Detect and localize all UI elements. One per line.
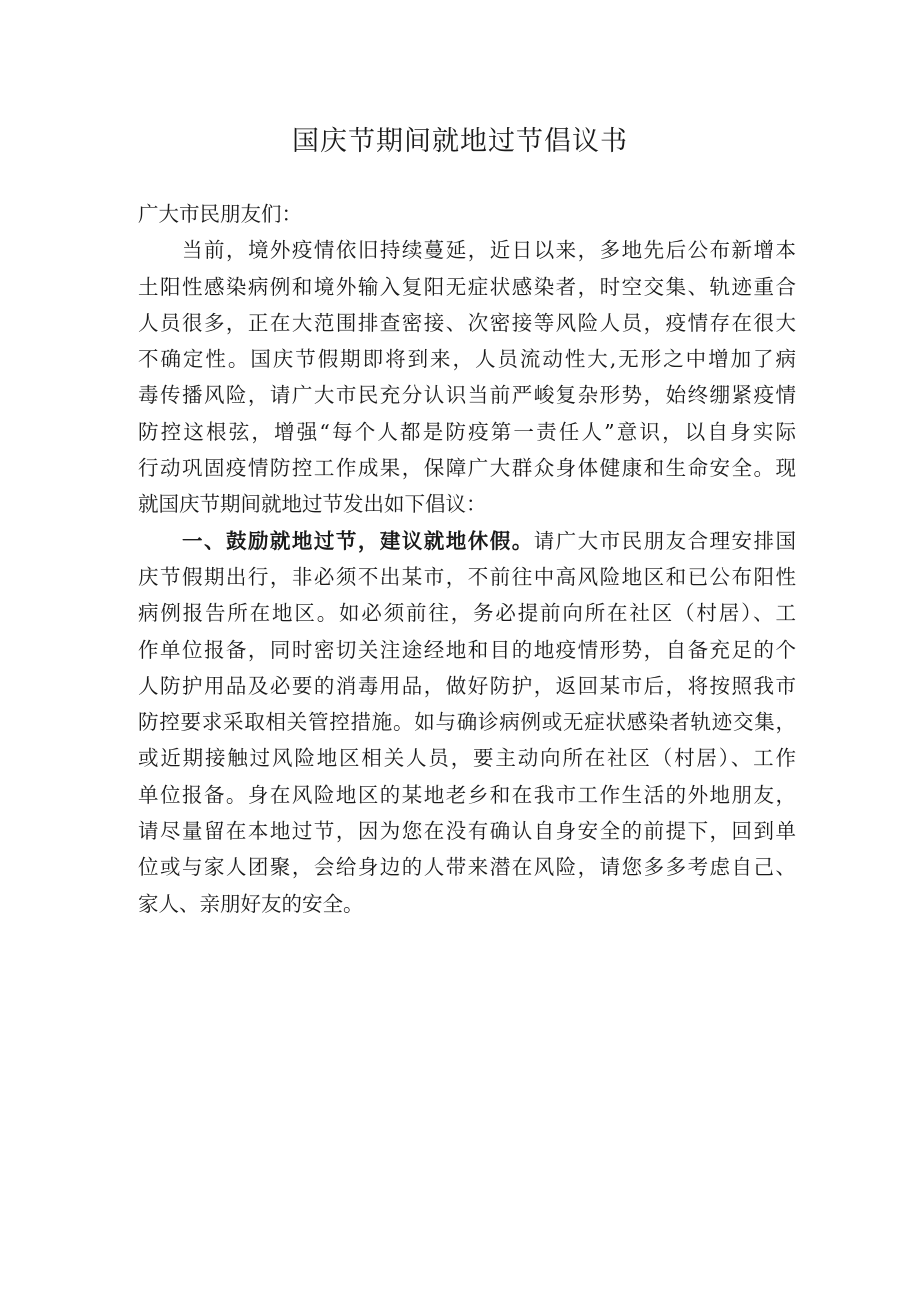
paragraph-line: 位或与家人团聚，会给身边的人带来潜在风险，请您多多考虑自己、 xyxy=(138,855,796,880)
paragraph-line-with-heading xyxy=(138,523,796,559)
paragraph-line: 不确定性。国庆节假期即将到来，人员流动性大,无形之中增加了病 xyxy=(138,347,796,372)
paragraph-line: 庆节假期出行，非必须不出某市，不前往中高风险地区和已公布阳性 xyxy=(138,564,796,589)
paragraph-line: 防控这根弦，增强“每个人都是防疫第一责任人”意识，以自身实际 xyxy=(138,419,796,444)
paragraph-line: 作单位报备，同时密切关注途经地和目的地疫情形势，自备充足的个 xyxy=(138,637,796,662)
paragraph-line: 土阳性感染病例和境外输入复阳无症状感染者，时空交集、轨迹重合 xyxy=(138,274,796,299)
paragraph-2 xyxy=(138,523,796,922)
paragraph-text: 请广大市民朋友合理安排国 xyxy=(533,528,796,553)
paragraph-line: 病例报告所在地区。如必须前往，务必提前向所在社区（村居）、工 xyxy=(138,601,796,626)
paragraph-line: 家人、亲朋好友的安全。 xyxy=(138,891,364,916)
document-body xyxy=(138,196,796,922)
paragraph-line: 行动巩固疫情防控工作成果，保障广大群众身体健康和生命安全。现 xyxy=(138,456,796,481)
paragraph-line: 就国庆节期间就地过节发出如下倡议： xyxy=(138,492,487,517)
paragraph-1 xyxy=(138,232,796,522)
paragraph-line: 或近期接触过风险地区相关人员，要主动向所在社区（村居）、工作 xyxy=(138,746,796,771)
paragraph-line: 请尽量留在本地过节，因为您在没有确认自身安全的前提下，回到单 xyxy=(138,819,796,844)
paragraph-line: 毒传播风险，请广大市民充分认识当前严峻复杂形势，始终绷紧疫情 xyxy=(138,383,796,408)
paragraph-line: 人员很多，正在大范围排查密接、次密接等风险人员，疫情存在很大 xyxy=(138,310,796,335)
paragraph-line: 防控要求采取相关管控措施。如与确诊病例或无症状感染者轨迹交集， xyxy=(138,710,796,735)
paragraph-line: 单位报备。身在风险地区的某地老乡和在我市工作生活的外地朋友， xyxy=(138,782,796,807)
document-title: 国庆节期间就地过节倡议书 xyxy=(292,126,628,157)
paragraph-line: 当前，境外疫情依旧持续蔓延，近日以来，多地先后公布新增本 xyxy=(182,238,796,263)
paragraph-line: 人防护用品及必要的消毒用品，做好防护，返回某市后，将按照我市 xyxy=(138,673,796,698)
salutation: 广大市民朋友们： xyxy=(138,202,302,226)
section-heading: 一、鼓励就地过节，建议就地休假。 xyxy=(182,528,534,553)
